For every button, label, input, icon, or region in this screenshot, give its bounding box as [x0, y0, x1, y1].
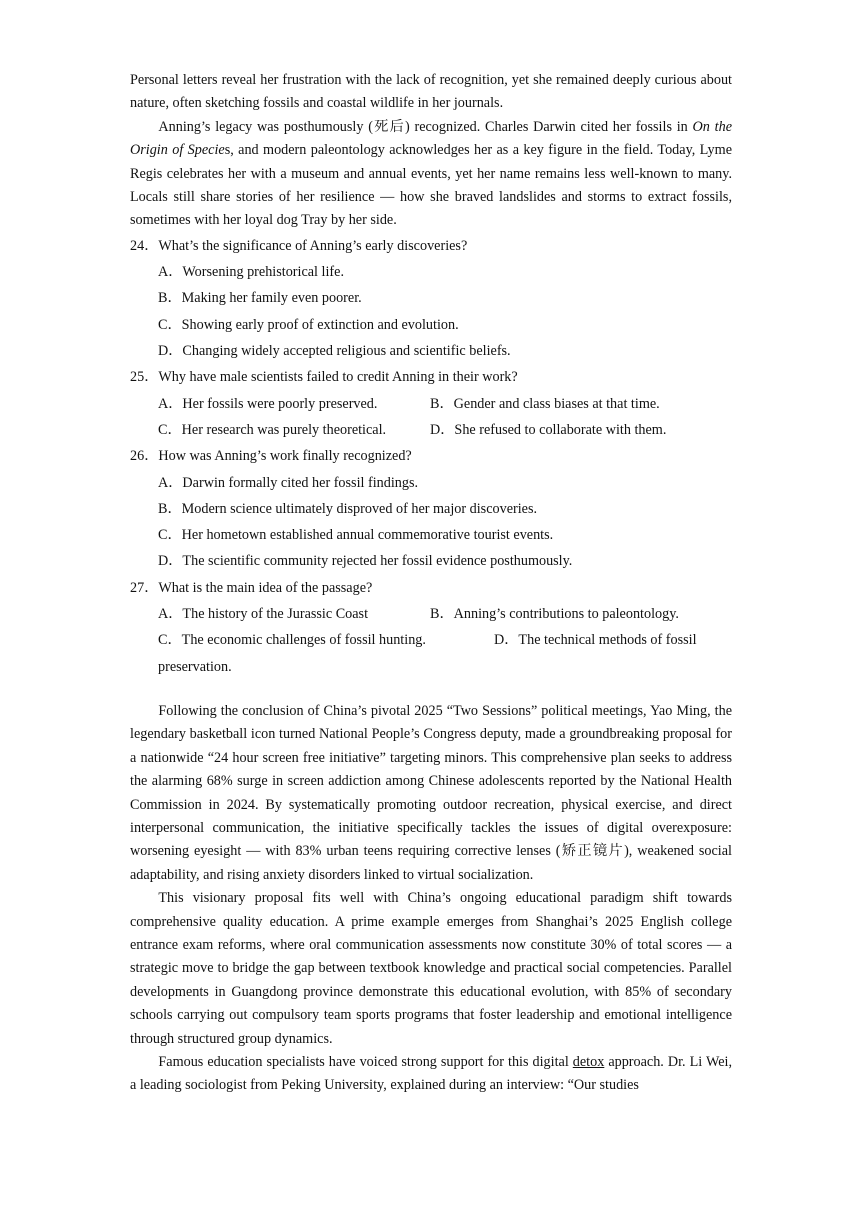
- question-24-option-a: A．Worsening prehistorical life.: [158, 264, 345, 281]
- question-24-stem: 24．What’s the significance of Anning’s early discoveries?: [130, 237, 468, 254]
- question-27: [130, 575, 732, 680]
- passage2-paragraph-3-text-b: approach. Dr. Li Wei, a leading sociologist from Peking University, explained during an interview: “Our studies: [130, 1053, 732, 1094]
- document-page: [130, 69, 732, 1098]
- question-26-option-b: B．Modern science ultimately disproved of her major discoveries.: [158, 500, 538, 517]
- question-24-option-d: D．Changing widely accepted religious and scientific beliefs.: [158, 343, 511, 360]
- question-25-option-b: B．Gender and class biases at that time.: [430, 395, 660, 412]
- question-27-option-d-continued: preservation.: [158, 658, 232, 675]
- passage2-paragraph-1: Following the conclusion of China’s pivotal 2025 “Two Sessions” political meetings, Yao Ming, the legendary basketball icon turned National People’s Congress deputy, made a groundbreaking proposal for a nationwide “24 hour screen free initiative” targeting minors. This comprehensive plan seeks to address the alarming 68% surge in screen addiction among Chinese adolescents reported by the National Health Commission in 2024. By systematically promoting outdoor recreation, physical exercise, and direct interpersonal communication, the initiative specifically tackles the issues of digital overexposure: worsening eyesight — with 83% urban teens requiring corrective lenses (矫正镜片), weakened social adaptability, and rising anxiety disorders linked to virtual socialization.: [130, 702, 732, 883]
- question-27-option-d: D．The technical methods of fossil: [494, 632, 697, 649]
- question-27-option-a: A．The history of the Jurassic Coast: [158, 606, 369, 622]
- passage2-paragraph-2: This visionary proposal fits well with China’s ongoing educational paradigm shift towards comprehensive quality education. A prime example emerges from Shanghai’s 2025 English college entrance exam reforms, where oral communication assessments now constitute 30% of total scores — a strategic move to bridge the gap between textbook knowledge and practical social competencies. Parallel developments in Guangdong province demonstrate this educational evolution, with 85% of secondary schools carrying out compulsory team sports programs that foster leadership and emotional intelligence through structured group dynamics.: [130, 890, 732, 1047]
- passage1-paragraph-2-text-a: Anning’s legacy was posthumously (死后) recognized. Charles Darwin cited her fossils in: [158, 118, 693, 135]
- question-26-option-c: C．Her hometown established annual commemorative tourist events.: [158, 527, 554, 544]
- question-27-option-c: C．The economic challenges of fossil hunting.: [158, 632, 426, 649]
- question-25-option-a: A．Her fossils were poorly preserved.: [158, 395, 378, 412]
- question-26: [130, 443, 732, 574]
- book-title-part-b: s: [224, 142, 231, 159]
- underlined-word-detox: detox: [572, 1053, 605, 1070]
- question-27-options-row-2: [130, 627, 732, 653]
- question-25-option-d: D．She refused to collaborate with them.: [430, 421, 667, 438]
- question-27-options-row-1: [130, 601, 732, 627]
- question-25-option-c: C．Her research was purely theoretical.: [158, 421, 387, 438]
- section-gap: [130, 680, 732, 700]
- question-25-options-row-1: [130, 391, 732, 417]
- question-26-option-d: D．The scientific community rejected her fossil evidence posthumously.: [158, 553, 573, 570]
- question-24-option-c: C．Showing early proof of extinction and evolution.: [158, 316, 459, 333]
- passage2-paragraph-3-text-a: Famous education specialists have voiced strong support for this digital: [158, 1053, 573, 1070]
- passage1-paragraph-1: Personal letters reveal her frustration with the lack of recognition, yet she remained deeply curious about nature, often sketching fossils and coastal wildlife in her journals.: [130, 72, 732, 112]
- question-26-stem: 26．How was Anning’s work finally recognized?: [130, 448, 412, 465]
- question-24-option-b: B．Making her family even poorer.: [158, 290, 362, 307]
- question-26-option-a: A．Darwin formally cited her fossil findings.: [158, 474, 419, 491]
- passage1-paragraph-2-text-b: , and modern paleontology acknowledges her as a key figure in the field. Today, Lyme Regis celebrates her with a museum and annual events, yet her name remains less well-known to many. Locals still share stories of her resilience — how she braved landslides and storms to extract fossils, sometimes with her loyal dog Tray by her side.: [130, 142, 732, 229]
- question-27-stem: 27．What is the main idea of the passage?: [130, 579, 373, 596]
- question-27-option-b: B．Anning’s contributions to paleontology.: [430, 606, 679, 622]
- passage1-paragraph-2: [130, 116, 732, 233]
- question-24: [130, 233, 732, 364]
- question-25: [130, 364, 732, 443]
- question-25-stem: 25．Why have male scientists failed to credit Anning in their work?: [130, 369, 518, 386]
- question-25-options-row-2: [130, 417, 732, 443]
- book-title-part-a: On the Origin of Specie: [130, 118, 732, 159]
- passage2-paragraph-3: [130, 1051, 732, 1098]
